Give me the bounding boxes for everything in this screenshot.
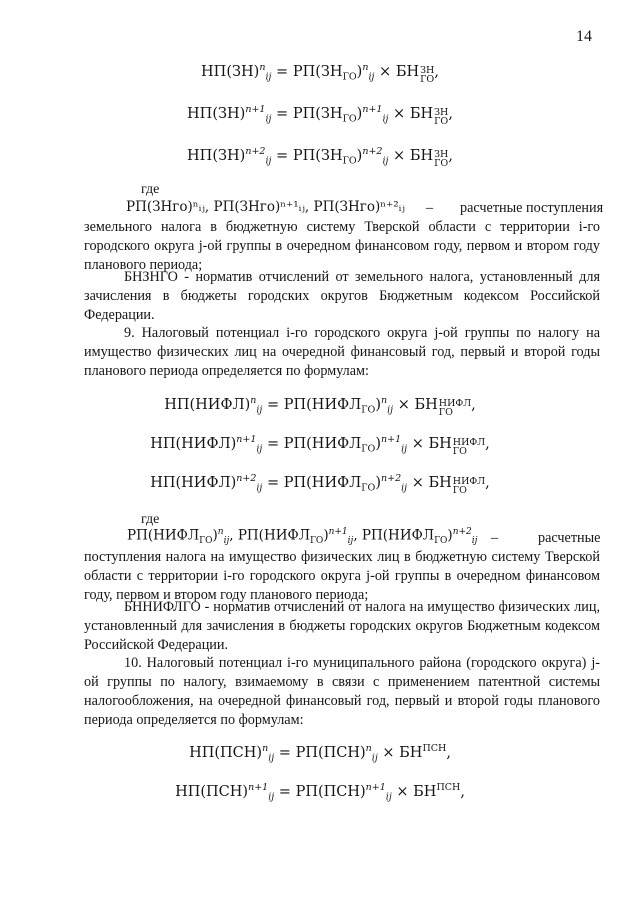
formula-zn-1: $НП(ЗН)^n_{ij} = РП(ЗН_{ГО})^n_{ij}$ × БН ЗН ГО , (201, 62, 439, 85)
def-bn-nifl: БННИФЛГО - норматив отчислений от налога на имущество физических лиц, установленный для зачисления в бюджеты городских округов Бюджетным кодексом Российской Федерации. (84, 599, 600, 653)
def-bn-zn: БНЗНГО - норматив отчислений от земельного налога, установленный для зачисления в бюджеты городских округов Бюджетным кодексом Российской Федерации. (84, 269, 600, 323)
def-zn-variables: РП(ЗНго)ⁿᵢⱼ, РП(ЗНго)ⁿ⁺¹ᵢⱼ, РП(ЗНго)ⁿ⁺²ᵢⱼ (126, 199, 405, 215)
paragraph-10: 10. Налоговый потенциал i-го муниципального района (городского округа) j-ой группы по налогу, взимаемому в связи с применением патентной системы налогообложения, на очередной финансовый год, первый и второй годы планового периода определяется по формулам: (84, 655, 600, 728)
formula-nifl-3: НП(НИФЛ)$^{n+2}_{ij}$ = $РП(НИФЛ_{ГО})^{n+2}_{ij}$ × БН НИФЛ ГО , (150, 473, 490, 496)
where-label-2: где (141, 512, 160, 527)
where-label: где (141, 182, 160, 197)
formula-psn-1: $НП(ПСН)^n_{ij} = РП(ПСН)^n_{ij} \times БН^{ПСН}$, (189, 743, 451, 764)
formula-psn-2: $НП(ПСН)^{n+1}_{ij} = РП(ПСН)^{n+1}_{ij} \times БН^{ПСН}$, (175, 782, 465, 803)
def-zn-text: земельного налога в бюджетную систему Тверской области с территории i-го городского округа j-ой группы в очередном финансовом году, первом и втором году планового периода; (84, 219, 600, 273)
def-nifl-variables: $РП(НИФЛ_{ГО})^n_{ij}$, $РП(НИФЛ_{ГО})^{n+1}_{ij}$, $РП(НИФЛ_{ГО})^{n+2}_{ij}$ (127, 527, 478, 547)
page-number: 14 (576, 28, 592, 45)
formula-zn-2: $НП(ЗН)^{n+1}_{ij} = РП(ЗН_{ГО})^{n+1}_{ij}$ × БН ЗН ГО , (187, 104, 453, 127)
formula-zn-3: $НП(ЗН)^{n+2}_{ij} = РП(ЗН_{ГО})^{n+2}_{ij}$ × БН ЗН ГО , (187, 146, 453, 169)
def-nifl-tail: расчетные (538, 530, 601, 546)
def-zn-tail: расчетные поступления (460, 200, 604, 216)
def-nifl-dash: – (491, 530, 499, 546)
formula-nifl-1: НП(НИФЛ)$^n_{ij}$ = $РП(НИФЛ_{ГО})^n_{ij}$ × БН НИФЛ ГО , (164, 395, 476, 418)
paragraph-9: 9. Налоговый потенциал i-го городского округа j-ой группы по налогу на имущество физических лиц на очередной финансовый год, первый и второй годы планового периода определяется по формулам: (84, 325, 600, 379)
formula-nifl-2: НП(НИФЛ)$^{n+1}_{ij}$ = $РП(НИФЛ_{ГО})^{n+1}_{ij}$ × БН НИФЛ ГО , (150, 434, 490, 457)
def-zn-dash: – (426, 200, 434, 216)
def-nifl-text: поступления налога на имущество физических лиц в бюджетную систему Тверской области с территории i-го городского округа j-ой группы в очередном финансовом году, первом и втором году планового периода; (84, 549, 600, 603)
